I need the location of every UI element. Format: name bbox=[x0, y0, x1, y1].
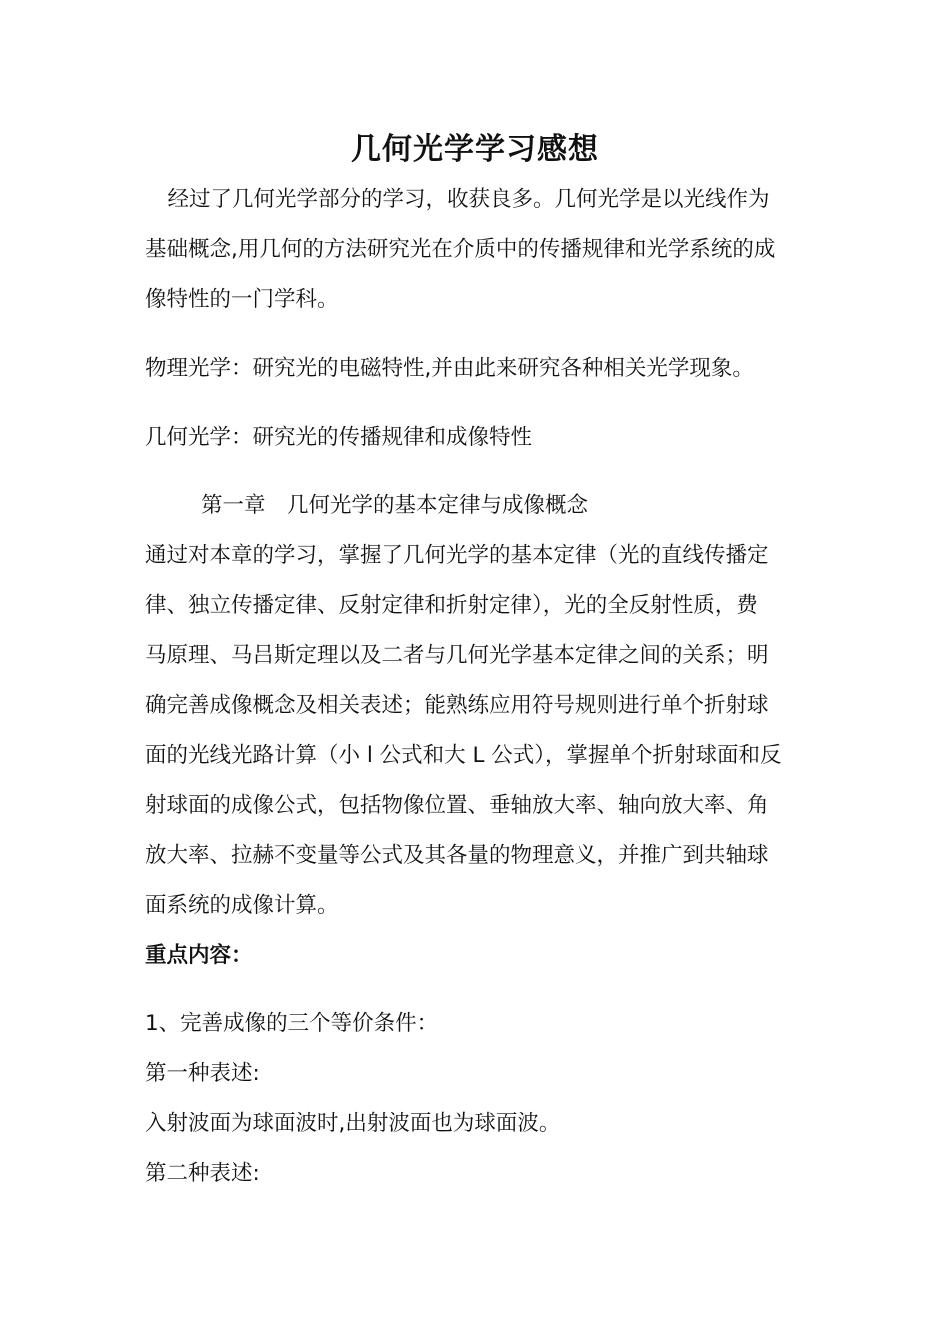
expression-1-label: 第一种表述: bbox=[145, 1061, 260, 1086]
chapter-body-line-5: 面的光线光路计算（小 l 公式和大 L 公式），掌握单个折射球面和反 bbox=[145, 743, 782, 768]
physical-optics-definition: 物理光学：研究光的电磁特性,并由此来研究各种相关光学现象。 bbox=[145, 356, 754, 381]
intro-line-1: 经过了几何光学部分的学习，收获良多。几何光学是以光线作为 bbox=[146, 187, 770, 212]
intro-line-3: 像特性的一门学科。 bbox=[145, 287, 339, 312]
chapter-body-line-8: 面系统的成像计算。 bbox=[145, 893, 339, 918]
chapter-body-line-2: 律、独立传播定律、反射定律和折射定律），光的全反射性质，费 bbox=[145, 593, 758, 618]
document-title: 几何光学学习感想 bbox=[351, 132, 599, 167]
list-item-1: 1、完善成像的三个等价条件： bbox=[145, 1011, 439, 1036]
chapter-body-line-4: 确完善成像概念及相关表述；能熟练应用符号规则进行单个折射球 bbox=[145, 693, 769, 718]
expression-2-label: 第二种表述: bbox=[145, 1161, 260, 1186]
chapter-body-line-6: 射球面的成像公式，包括物像位置、垂轴放大率、轴向放大率、角 bbox=[145, 793, 769, 818]
chapter-body-line-3: 马原理、马吕斯定理以及二者与几何光学基本定律之间的关系；明 bbox=[145, 643, 769, 668]
intro-line-2: 基础概念,用几何的方法研究光在介质中的传播规律和光学系统的成 bbox=[145, 237, 776, 262]
geometric-optics-definition: 几何光学：研究光的传播规律和成像特性 bbox=[145, 425, 533, 450]
chapter-heading: 第一章 几何光学的基本定律与成像概念 bbox=[201, 493, 589, 518]
key-points-heading: 重点内容： bbox=[145, 943, 253, 968]
chapter-body-line-1: 通过对本章的学习，掌握了几何光学的基本定律（光的直线传播定 bbox=[145, 543, 769, 568]
chapter-body-line-7: 放大率、拉赫不变量等公式及其各量的物理意义，并推广到共轴球 bbox=[145, 843, 769, 868]
expression-1-text: 入射波面为球面波时,出射波面也为球面波。 bbox=[145, 1111, 561, 1136]
